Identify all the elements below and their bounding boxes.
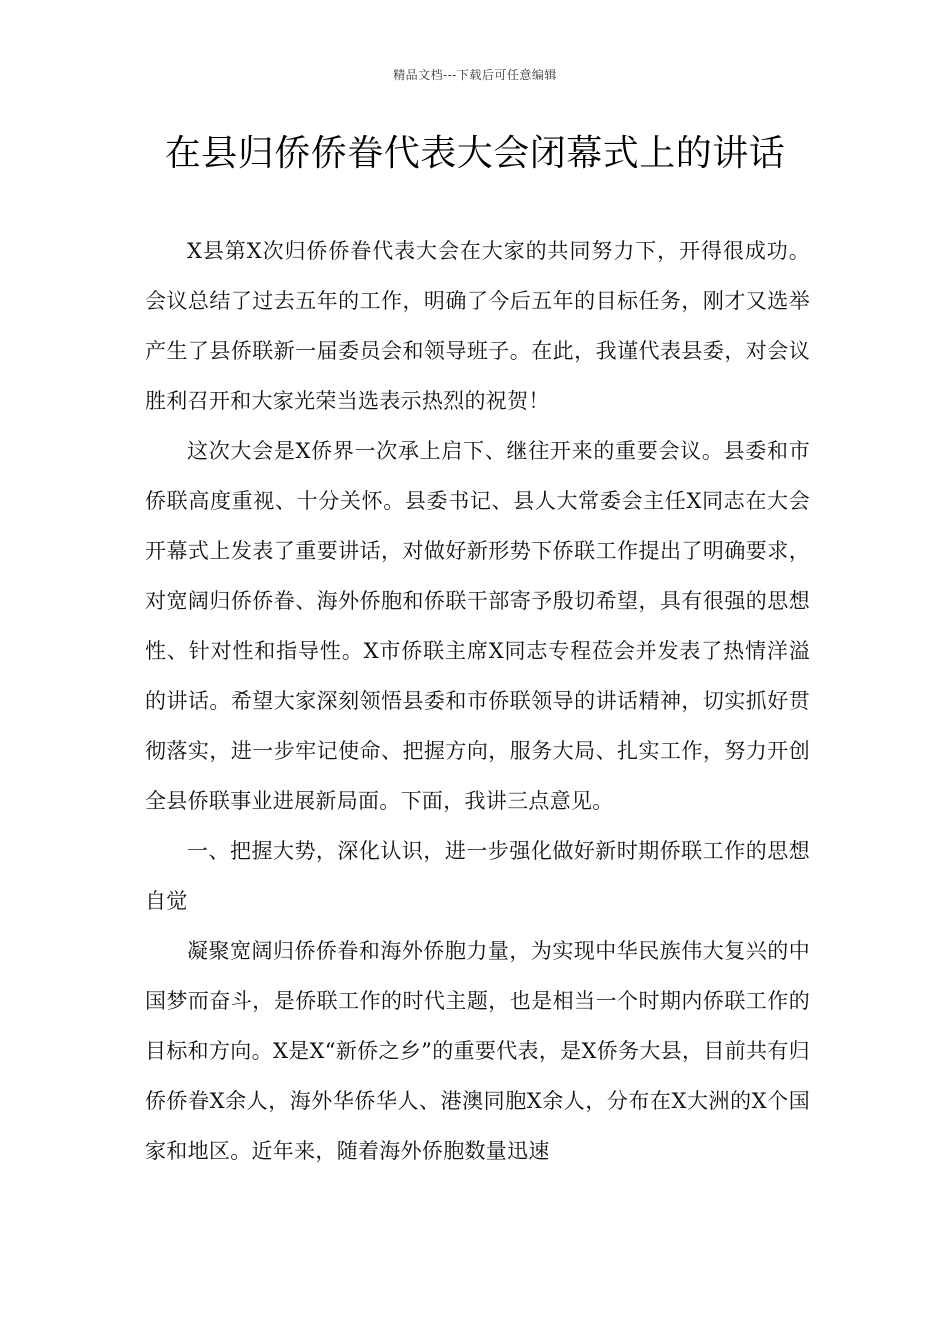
document-title: 在县归侨侨眷代表大会闭幕式上的讲话: [164, 133, 786, 174]
document-body: [145, 226, 810, 1176]
section-heading-one: 一、把握大势，深化认识，进一步强化做好新时期侨联工作的思想自觉: [145, 839, 810, 913]
paragraph-meeting-significance: 这次大会是X侨界一次承上启下、继往开来的重要会议。县委和市侨联高度重视、十分关怀。县委书记、县人大常委会主任X同志在大会开幕式上发表了重要讲话，对做好新形势下侨联工作提出了明确要求，对宽阔归侨侨眷、海外侨胞和侨联干部寄予殷切希望，具有很强的思想性、针对性和指导性。X市侨联主席X同志专程莅会并发表了热情洋溢的讲话。希望大家深刻领悟县委和市侨联领导的讲话精神，切实抓好贯彻落实，进一步牢记使命、把握方向，服务大局、扎实工作，努力开创全县侨联事业进展新局面。下面，我讲三点意见。: [145, 439, 810, 813]
paragraph-opening: X县第X次归侨侨眷代表大会在大家的共同努力下，开得很成功。会议总结了过去五年的工作，明确了今后五年的目标任务，刚才又选举产生了县侨联新一届委员会和领导班子。在此，我谨代表县委，对会议胜利召开和大家光荣当选表示热烈的祝贺！: [145, 239, 810, 413]
paragraph-section-one: 凝聚宽阔归侨侨眷和海外侨胞力量，为实现中华民族伟大复兴的中国梦而奋斗，是侨联工作的时代主题，也是相当一个时期内侨联工作的目标和方向。X是X“新侨之乡”的重要代表，是X侨务大县，目前共有归侨侨眷X余人，海外华侨华人、港澳同胞X余人，分布在X大洲的X个国家和地区。近年来，随着海外侨胞数量迅速: [145, 939, 810, 1163]
header-note: 精品文档---下载后可任意编辑: [393, 68, 557, 82]
